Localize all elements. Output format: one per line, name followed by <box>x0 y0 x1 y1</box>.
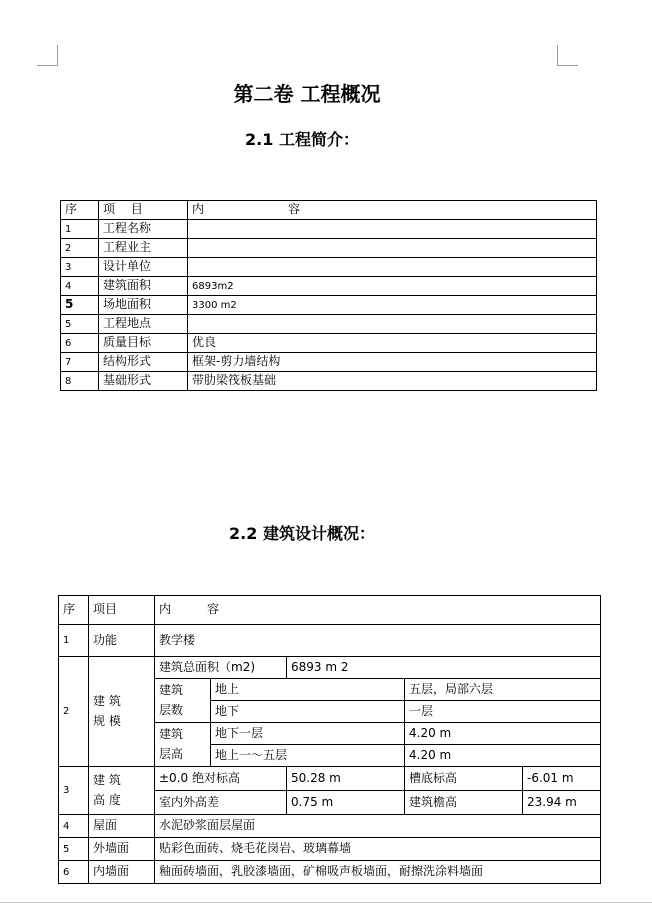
label-line: 层高 <box>159 746 184 761</box>
row-content <box>188 220 597 239</box>
header-no: 序 <box>59 596 89 625</box>
row-no: 3 <box>61 258 99 277</box>
row-content <box>188 239 597 258</box>
row-content: 优良 <box>188 334 597 353</box>
architectural-design-table <box>58 595 601 884</box>
height-label <box>155 723 211 767</box>
table-row <box>61 277 597 296</box>
row-no: 2 <box>61 239 99 258</box>
row-item-height <box>89 767 155 815</box>
page-corner-mark-left <box>37 45 58 66</box>
table-header-row <box>61 201 597 220</box>
row-content <box>188 258 597 277</box>
item-line: 规 模 <box>93 713 121 728</box>
page-bottom-divider <box>0 902 652 903</box>
table-row <box>59 815 601 838</box>
row-item: 功能 <box>89 625 155 657</box>
row-no: 1 <box>61 220 99 239</box>
page-corner-mark-right <box>557 45 578 66</box>
table-row <box>59 838 601 861</box>
row-content: 教学楼 <box>155 625 601 657</box>
table-row <box>59 861 601 884</box>
trough-value: -6.01 m <box>523 767 601 791</box>
row-item: 工程名称 <box>99 220 188 239</box>
above-label: 地上 <box>211 679 405 701</box>
table-row <box>61 296 597 315</box>
total-area-label: 建筑总面积（m2) <box>155 657 287 679</box>
height-diff-label: 室内外高差 <box>155 791 287 815</box>
below-value: 一层 <box>405 701 601 723</box>
header-no: 序 <box>61 201 99 220</box>
total-area-value: 6893 m 2 <box>287 657 601 679</box>
table-header-row <box>59 596 601 625</box>
trough-label: 槽底标高 <box>405 767 523 791</box>
section1-heading: 2.1 工程简介： <box>245 130 359 149</box>
row-content: 釉面砖墙面，乳胶漆墙面，矿棉吸声板墙面，耐擦洗涂料墙面 <box>155 861 601 884</box>
row-no: 7 <box>61 353 99 372</box>
row-item: 工程地点 <box>99 315 188 334</box>
row-no: 6 <box>59 861 89 884</box>
row-no: 1 <box>59 625 89 657</box>
table-row <box>61 315 597 334</box>
row-no: 5 <box>59 838 89 861</box>
b1-value: 4.20 m <box>405 723 601 745</box>
f15-label: 地上一～五层 <box>211 745 405 767</box>
label-line: 建筑 <box>159 727 184 742</box>
eave-label: 建筑檐高 <box>405 791 523 815</box>
floors-label <box>155 679 211 723</box>
row-item: 场地面积 <box>99 296 188 315</box>
table-row <box>61 353 597 372</box>
row-no: 2 <box>59 657 89 767</box>
row-item: 质量目标 <box>99 334 188 353</box>
table-row <box>59 625 601 657</box>
label-line: 建筑 <box>159 683 184 698</box>
row-no: 8 <box>61 372 99 391</box>
row-item: 设计单位 <box>99 258 188 277</box>
header-item: 项目 <box>89 596 155 625</box>
zero-elevation-value: 50.28 m <box>287 767 405 791</box>
item-line: 高 度 <box>93 792 121 807</box>
row-no: 3 <box>59 767 89 815</box>
below-label: 地下 <box>211 701 405 723</box>
header-content: 内 容 <box>155 596 601 625</box>
row-content <box>188 315 597 334</box>
row-item: 工程业主 <box>99 239 188 258</box>
above-value: 五层，局部六层 <box>405 679 601 701</box>
row-item: 屋面 <box>89 815 155 838</box>
table-row <box>59 657 601 679</box>
table-row <box>61 334 597 353</box>
row-content: 框架-剪力墙结构 <box>188 353 597 372</box>
table-row <box>61 258 597 277</box>
header-content: 内 容 <box>188 201 597 220</box>
b1-label: 地下一层 <box>211 723 405 745</box>
project-overview-table <box>60 200 597 391</box>
row-item: 外墙面 <box>89 838 155 861</box>
row-no: 4 <box>59 815 89 838</box>
header-item: 项 目 <box>99 201 188 220</box>
row-content: 6893m2 <box>188 277 597 296</box>
row-content: 3300 m2 <box>188 296 597 315</box>
label-line: 层数 <box>159 702 184 717</box>
table-row <box>61 220 597 239</box>
zero-elevation-label: ±0.0 绝对标高 <box>155 767 287 791</box>
row-item: 内墙面 <box>89 861 155 884</box>
item-line: 建 筑 <box>93 773 121 788</box>
eave-value: 23.94 m <box>523 791 601 815</box>
f15-value: 4.20 m <box>405 745 601 767</box>
item-line: 建 筑 <box>93 694 121 709</box>
row-content: 贴彩色面砖、烧毛花岗岩、玻璃幕墙 <box>155 838 601 861</box>
table-row <box>59 767 601 791</box>
height-diff-value: 0.75 m <box>287 791 405 815</box>
row-content: 带肋梁筏板基础 <box>188 372 597 391</box>
row-item: 建筑面积 <box>99 277 188 296</box>
section2-heading: 2.2 建筑设计概况： <box>229 524 375 543</box>
row-item: 结构形式 <box>99 353 188 372</box>
row-no: 4 <box>61 277 99 296</box>
row-no: 5 <box>61 296 99 315</box>
table-row <box>61 372 597 391</box>
volume-title: 第二卷 工程概况 <box>233 82 381 106</box>
row-no: 5 <box>61 315 99 334</box>
row-no: 6 <box>61 334 99 353</box>
row-item: 基础形式 <box>99 372 188 391</box>
row-content: 水泥砂浆面层屋面 <box>155 815 601 838</box>
table-row <box>61 239 597 258</box>
row-item-scale <box>89 657 155 767</box>
